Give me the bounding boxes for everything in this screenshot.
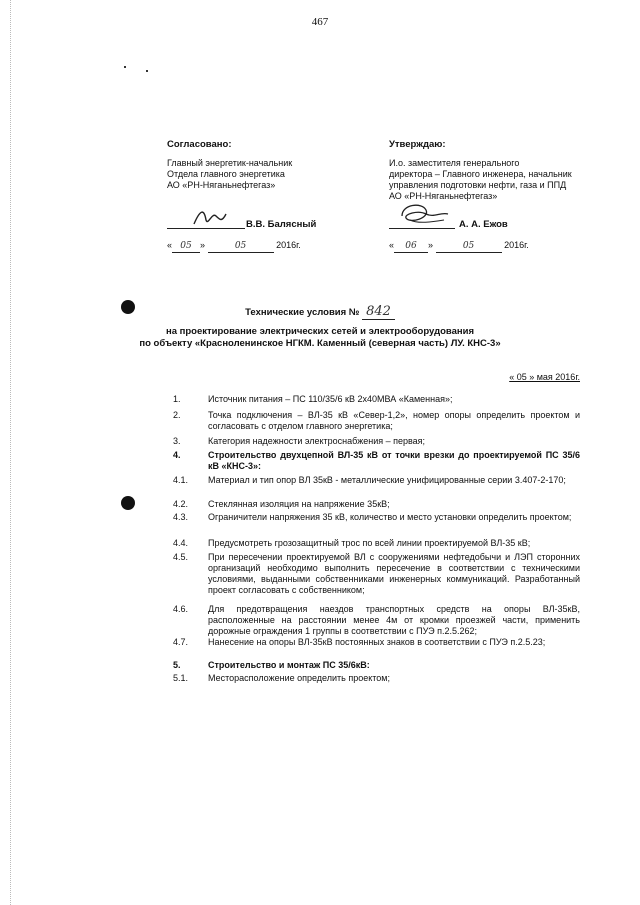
item-text: Точка подключения – ВЛ-35 кВ «Север-1,2», номер опоры определить проектом и согласовать с отделом главного энергетика; (208, 410, 580, 431)
document-date: « 05 » мая 2016г. (509, 372, 580, 382)
approval-position (167, 158, 352, 191)
scan-speck (146, 70, 148, 72)
item-number: 5.1. (173, 673, 189, 683)
item-number: 4. (173, 450, 181, 460)
approval-line: Главный энергетик-начальник (167, 158, 293, 168)
item-text: Материал и тип опор ВЛ 35кВ - металлические унифицированные серии 3.407-2-170; (208, 475, 566, 485)
item-text: Строительство двухцепной ВЛ-35 кВ от точки врезки до проектируемой ПС 35/6 кВ «КНС-3»: (208, 450, 580, 471)
approve-line: АО «РН-Няганьнефтегаз» (389, 191, 498, 201)
item-text: Источник питания – ПС 110/35/6 кВ 2х40МВА «Каменная»; (208, 394, 453, 404)
approval-date-month: 05 (208, 241, 274, 253)
item-number: 1. (173, 394, 181, 404)
page-number: 467 (311, 16, 329, 28)
punch-hole (121, 496, 135, 510)
item-number: 4.6. (173, 604, 189, 614)
signature-mark (396, 198, 454, 230)
punch-hole (121, 300, 135, 314)
item-text: Месторасположение определить проектом; (208, 673, 390, 683)
item-text: При пересечении проектируемой ВЛ с сооружениями нефтедобычи и ЛЭП сторонних организаций необходимо выполнить пересечение в соответствии с техническими условиями, выданными собственниками инженерных коммуникаций. Разработанный проект согласовать с собственником; (208, 552, 580, 595)
item-number: 4.3. (173, 512, 189, 522)
approve-date-month: 05 (436, 241, 502, 253)
approve-date: « 06 » 05 2016г. (389, 240, 529, 251)
item-text: Ограничители напряжения 35 кВ, количество и место установки определить проектом; (208, 512, 572, 522)
item-text: Строительство и монтаж ПС 35/6кВ: (208, 660, 370, 670)
item-number: 2. (173, 410, 181, 420)
approve-line: управления подготовки нефти, газа и ППД (389, 180, 567, 190)
document-subtitle-2: по объекту «Красноленинское НГКМ. Каменный (северная часть) ЛУ. КНС-3» (139, 338, 501, 349)
approval-signer: В.В. Балясный (246, 219, 317, 230)
approve-line: директора – Главного инженера, начальник (389, 169, 572, 179)
item-text: Стеклянная изоляция на напряжение 35кВ; (208, 499, 390, 509)
approve-date-day: 06 (394, 241, 428, 253)
item-number: 5. (173, 660, 181, 670)
item-text: Нанесение на опоры ВЛ-35кВ постоянных знаков в соответствии с ПУЭ п.2.5.23; (208, 637, 546, 647)
approve-signer: А. А. Ежов (459, 219, 508, 230)
approve-position (389, 158, 589, 202)
document-subtitle-1: на проектирование электрических сетей и электрооборудования (165, 326, 475, 337)
scan-edge-line (10, 0, 11, 905)
item-number: 4.5. (173, 552, 189, 562)
approve-heading: Утверждаю: (389, 139, 446, 150)
approval-line: Отдела главного энергетика (167, 169, 285, 179)
item-text: Предусмотреть грозозащитный трос по всей линии проектируемой ВЛ-35 кВ; (208, 538, 531, 548)
item-number: 4.1. (173, 475, 189, 485)
item-number: 3. (173, 436, 181, 446)
approval-line: АО «РН-Няганьнефтегаз» (167, 180, 276, 190)
scan-speck (124, 66, 126, 68)
approval-date: « 05 » 05 2016г. (167, 240, 301, 251)
signature-mark (190, 202, 230, 230)
approval-heading: Согласовано: (167, 139, 232, 150)
document-title: Технические условия № 842 (150, 304, 490, 319)
approve-line: И.о. заместителя генерального (389, 158, 520, 168)
item-number: 4.7. (173, 637, 189, 647)
item-text: Категория надежности электроснабжения – первая; (208, 436, 426, 446)
item-number: 4.4. (173, 538, 189, 548)
item-text: Для предотвращения наездов транспортных средств на опоры ВЛ-35кВ, расположенные на расстоянии менее 4м от кромки проезжей части, применить дорожные ограждения 1 группы в соответствии с ПУЭ п.2.5.262; (208, 604, 580, 636)
approval-date-day: 05 (172, 241, 200, 253)
item-number: 4.2. (173, 499, 189, 509)
document-number: 842 (362, 304, 395, 320)
